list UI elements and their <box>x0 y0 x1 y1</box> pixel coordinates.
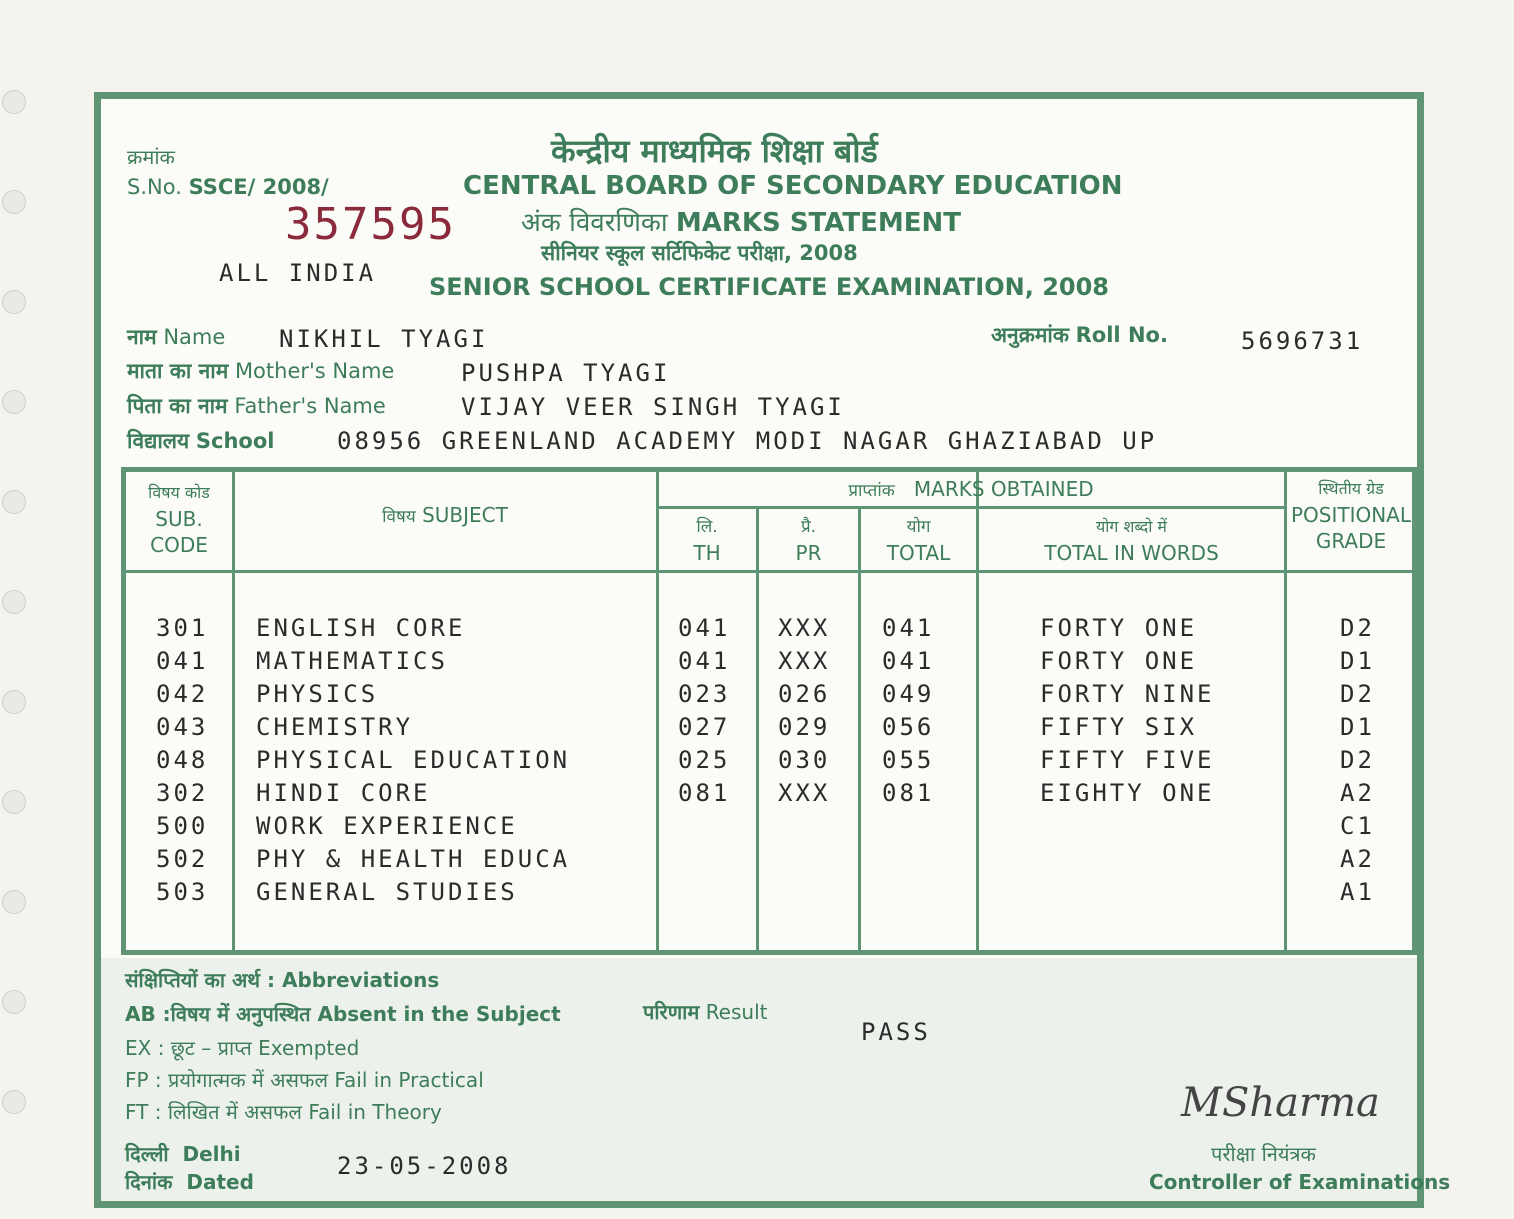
cell-grade: D2 <box>1340 746 1375 774</box>
marks-statement <box>94 92 1451 1208</box>
serial-number: 357595 <box>285 199 456 250</box>
mother-label: माता का नाम Mother's Name <box>127 359 395 383</box>
cell-code: 502 <box>156 845 209 873</box>
place-label: दिल्ली Delhi <box>125 1142 241 1166</box>
col-th-header: लि. TH <box>693 517 721 565</box>
cell-grade: A2 <box>1340 779 1375 807</box>
region: ALL INDIA <box>219 259 377 287</box>
serial-line <box>127 175 329 199</box>
cell-pr: XXX <box>778 647 831 675</box>
father-label: पिता का नाम Father's Name <box>127 394 386 418</box>
candidate-name: NIKHIL TYAGI <box>279 325 489 353</box>
cell-code: 301 <box>156 614 209 642</box>
abbr-fp: FP : प्रयोगात्मक में असफल Fail in Practical <box>125 1068 484 1092</box>
table-row <box>126 845 1412 878</box>
result-label: परिणाम Result <box>643 1000 768 1024</box>
cell-grade: C1 <box>1340 812 1375 840</box>
issue-date: 23-05-2008 <box>337 1152 512 1180</box>
cell-code: 041 <box>156 647 209 675</box>
cell-total: 041 <box>882 614 935 642</box>
cell-subject: WORK EXPERIENCE <box>256 812 518 840</box>
serial-label-hi: क्रमांक <box>127 145 175 169</box>
result-value: PASS <box>861 1018 931 1046</box>
cell-total: 056 <box>882 713 935 741</box>
cell-subject: ENGLISH CORE <box>256 614 466 642</box>
cell-words: FIFTY FIVE <box>1040 746 1215 774</box>
cell-grade: D1 <box>1340 647 1375 675</box>
cell-code: 500 <box>156 812 209 840</box>
col-marks-header: प्राप्तांक MARKS OBTAINED <box>848 477 1094 501</box>
serial-prefix: SSCE/ 2008/ <box>188 175 329 199</box>
table-row <box>126 713 1412 746</box>
cell-pr: XXX <box>778 779 831 807</box>
cell-th: 041 <box>678 614 731 642</box>
cell-grade: D2 <box>1340 614 1375 642</box>
cell-words: FORTY NINE <box>1040 680 1215 708</box>
cell-subject: HINDI CORE <box>256 779 431 807</box>
abbr-ex: EX : छूट – प्राप्त Exempted <box>125 1036 360 1060</box>
cell-pr: 029 <box>778 713 831 741</box>
cell-total: 081 <box>882 779 935 807</box>
table-row <box>126 647 1412 680</box>
footer <box>101 958 1451 1201</box>
cell-grade: A2 <box>1340 845 1375 873</box>
marks-table <box>121 467 1417 955</box>
abbr-title: संक्षिप्तियों का अर्थ : Abbreviations <box>125 968 440 992</box>
serial-label-en: S.No. <box>127 175 182 199</box>
dated-label: दिनांक Dated <box>125 1170 254 1194</box>
col-pr-header: प्रै. PR <box>795 517 822 565</box>
cell-th: 027 <box>678 713 731 741</box>
cell-subject: PHY & HEALTH EDUCA <box>256 845 571 873</box>
col-grade-header: स्थितीय ग्रेड POSITIONAL GRADE <box>1290 479 1412 553</box>
cell-code: 048 <box>156 746 209 774</box>
cell-subject: GENERAL STUDIES <box>256 878 518 906</box>
cell-pr: 030 <box>778 746 831 774</box>
table-row <box>126 779 1412 812</box>
cell-subject: CHEMISTRY <box>256 713 414 741</box>
exam-name-hi: सीनियर स्कूल सर्टिफिकेट परीक्षा, 2008 <box>541 241 858 265</box>
cell-th: 025 <box>678 746 731 774</box>
cell-code: 042 <box>156 680 209 708</box>
school-name: 08956 GREENLAND ACADEMY MODI NAGAR GHAZIABAD UP <box>337 427 1158 455</box>
controller-signature: MSharma <box>1181 1080 1380 1126</box>
abbr-ab: AB :विषय में अनुपस्थित Absent in the Subject <box>125 1002 561 1026</box>
cell-total: 041 <box>882 647 935 675</box>
cell-pr: 026 <box>778 680 831 708</box>
col-words-header: योग शब्दो में TOTAL IN WORDS <box>1044 517 1219 565</box>
statement-title-en: MARKS STATEMENT <box>675 208 962 238</box>
cell-code: 302 <box>156 779 209 807</box>
cell-words: FORTY ONE <box>1040 614 1198 642</box>
statement-title-hi: अंक विवरणिका <box>521 208 668 238</box>
controller-title-hi: परीक्षा नियंत्रक <box>1211 1142 1316 1166</box>
cell-total: 049 <box>882 680 935 708</box>
cell-grade: D1 <box>1340 713 1375 741</box>
mother-name: PUSHPA TYAGI <box>461 359 671 387</box>
board-name-hi: केन्द्रीय माध्यमिक शिक्षा बोर्ड <box>551 132 878 170</box>
cell-grade: A1 <box>1340 878 1375 906</box>
name-label: नाम Name <box>127 325 226 349</box>
cell-subject: PHYSICS <box>256 680 379 708</box>
exam-name-en: SENIOR SCHOOL CERTIFICATE EXAMINATION, 2008 <box>429 273 1109 301</box>
table-row <box>126 614 1412 647</box>
col-code-header: विषय कोड SUB. CODE <box>148 483 210 557</box>
cell-th: 023 <box>678 680 731 708</box>
cell-total: 055 <box>882 746 935 774</box>
abbr-ft: FT : लिखित में असफल Fail in Theory <box>125 1100 442 1124</box>
cell-subject: MATHEMATICS <box>256 647 448 675</box>
table-row <box>126 812 1412 845</box>
binder-holes <box>0 60 30 1200</box>
cell-code: 503 <box>156 878 209 906</box>
statement-title <box>521 203 961 239</box>
controller-title-en: Controller of Examinations <box>1149 1170 1451 1194</box>
board-name-en: CENTRAL BOARD OF SECONDARY EDUCATION <box>463 171 1123 201</box>
cell-words: FORTY ONE <box>1040 647 1198 675</box>
cell-words: FIFTY SIX <box>1040 713 1198 741</box>
cell-pr: XXX <box>778 614 831 642</box>
table-row <box>126 680 1412 713</box>
roll-label: अनुक्रमांक Roll No. <box>991 323 1168 347</box>
table-row <box>126 746 1412 779</box>
cell-subject: PHYSICAL EDUCATION <box>256 746 571 774</box>
col-total-header: योग TOTAL <box>886 517 951 565</box>
cell-words: EIGHTY ONE <box>1040 779 1215 807</box>
cell-th: 081 <box>678 779 731 807</box>
cell-th: 041 <box>678 647 731 675</box>
col-subject-header: विषय SUBJECT <box>382 503 508 527</box>
father-name: VIJAY VEER SINGH TYAGI <box>461 393 845 421</box>
school-label: विद्यालय School <box>127 429 275 453</box>
cell-code: 043 <box>156 713 209 741</box>
roll-number: 5696731 <box>1241 327 1364 355</box>
cell-grade: D2 <box>1340 680 1375 708</box>
table-row <box>126 878 1412 911</box>
